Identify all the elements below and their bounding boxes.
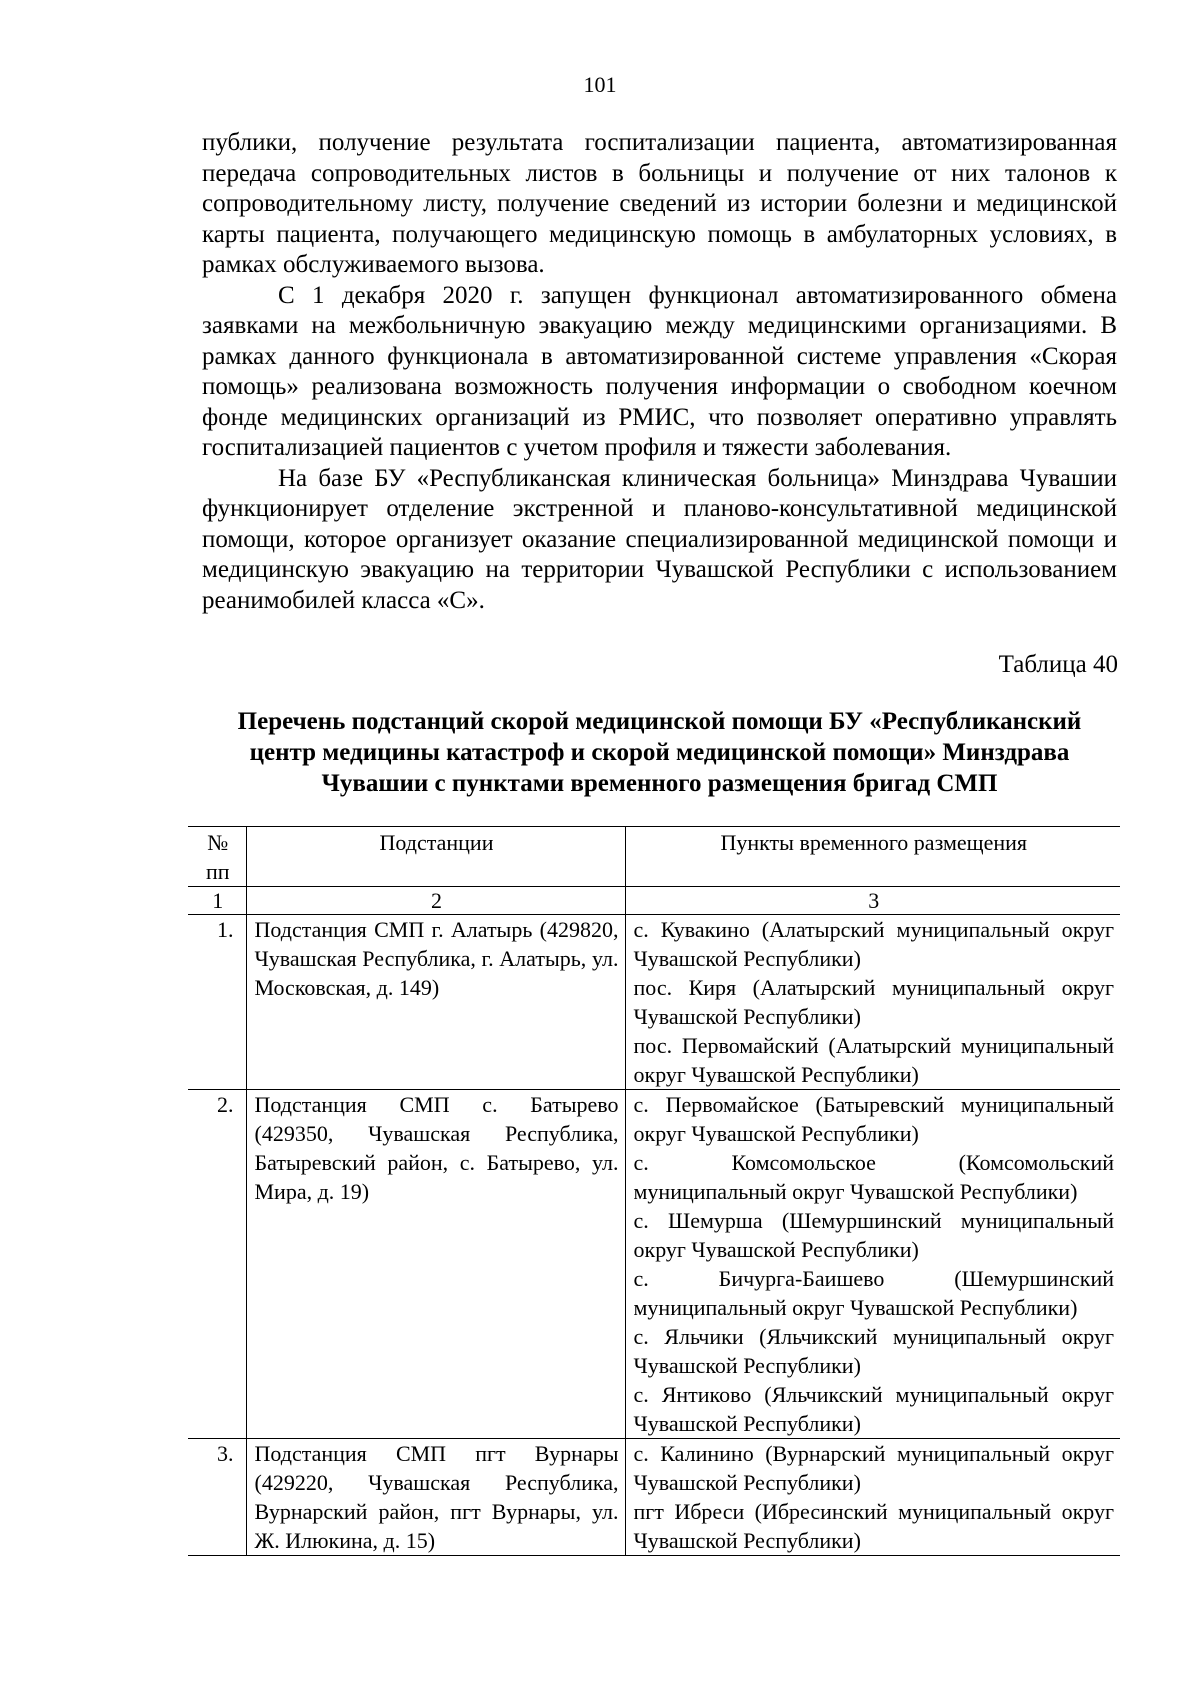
body-text xyxy=(202,128,1117,616)
column-number: 2 xyxy=(246,887,625,915)
column-number: 3 xyxy=(625,887,1120,915)
point-item: с. Янтиково (Яльчикский муниципальный округ Чувашской Республики) xyxy=(633,1382,1114,1436)
stations-table xyxy=(188,826,1120,1556)
paragraph: публики, получение результата госпитализации пациента, автоматизированная передача сопроводительных листов в больницы и получение от них талонов к сопроводительному листу, получение сведений из истории болезни и медицинской карты пациента, получающего медицинскую помощь в амбулаторных условиях, в рамках обслуживаемого вызова. xyxy=(202,129,1117,278)
page-number: 101 xyxy=(583,72,617,97)
paragraph: С 1 декабря 2020 г. запущен функционал автоматизированного обмена заявками на межбольничную эвакуацию между медицинскими организациями. В рамках данного функционала в автоматизированной системе управления «Скорая помощь» реализована возможность получения информации о свободном коечном фонде медицинских организаций из РМИС, что позволяет оперативно управлять госпитализацией пациентов с учетом профиля и тяжести заболевания. xyxy=(202,281,1117,461)
station-cell: Подстанция СМП с. Батырево (429350, Чувашская Республика, Батыревский район, с. Батырево, ул. Мира, д. 19) xyxy=(246,1090,625,1439)
header-stations: Подстанции xyxy=(246,827,625,887)
station-cell: Подстанция СМП пгт Вурнары (429220, Чувашская Республика, Вурнарский район, пгт Вурнары, ул. Ж. Илюкина, д. 15) xyxy=(246,1439,625,1556)
header-points: Пункты временного размещения xyxy=(625,827,1120,887)
point-item: с. Комсомольское (Комсомольский муниципальный округ Чувашской Республики) xyxy=(633,1150,1114,1204)
point-item: пос. Киря (Алатырский муниципальный округ Чувашской Республики) xyxy=(633,975,1114,1029)
row-number: 1. xyxy=(188,915,246,1090)
paragraph: На базе БУ «Республиканская клиническая больница» Минздрава Чувашии функционирует отделение экстренной и планово-консультативной медицинской помощи, которое организует оказание специализированной медицинской помощи и медицинскую эвакуацию на территории Чувашской Республики с использованием реанимобилей класса «С». xyxy=(202,464,1117,614)
table-index-row xyxy=(188,887,1120,915)
points-cell xyxy=(625,1090,1120,1439)
table-row xyxy=(188,1439,1120,1556)
points-cell xyxy=(625,1439,1120,1556)
table-header-row xyxy=(188,827,1120,887)
table-title: Перечень подстанций скорой медицинской помощи БУ «Республиканский центр медицины катастроф и скорой медицинской помощи» Минздрава Чувашии с пунктами временного размещения бригад СМП xyxy=(237,708,1082,797)
point-item: пос. Первомайский (Алатырский муниципальный округ Чувашской Республики) xyxy=(633,1033,1114,1087)
point-item: с. Бичурга-Баишево (Шемуршинский муниципальный округ Чувашской Республики) xyxy=(633,1266,1114,1320)
point-item: с. Яльчики (Яльчикский муниципальный округ Чувашской Республики) xyxy=(633,1324,1114,1378)
point-item: с. Шемурша (Шемуршинский муниципальный округ Чувашской Республики) xyxy=(633,1208,1114,1262)
header-number: № пп xyxy=(188,827,246,887)
station-cell: Подстанция СМП г. Алатырь (429820, Чувашская Республика, г. Алатырь, ул. Московская, д. 149) xyxy=(246,915,625,1090)
table-caption: Таблица 40 xyxy=(998,651,1118,678)
point-item: с. Кувакино (Алатырский муниципальный округ Чувашской Республики) xyxy=(633,917,1114,971)
table-row xyxy=(188,1090,1120,1439)
point-item: с. Первомайское (Батыревский муниципальный округ Чувашской Республики) xyxy=(633,1092,1114,1146)
table-row xyxy=(188,915,1120,1090)
row-number: 3. xyxy=(188,1439,246,1556)
row-number: 2. xyxy=(188,1090,246,1439)
point-item: пгт Ибреси (Ибресинский муниципальный округ Чувашской Республики) xyxy=(633,1499,1114,1553)
column-number: 1 xyxy=(188,887,246,915)
points-cell xyxy=(625,915,1120,1090)
point-item: с. Калинино (Вурнарский муниципальный округ Чувашской Республики) xyxy=(633,1441,1114,1495)
